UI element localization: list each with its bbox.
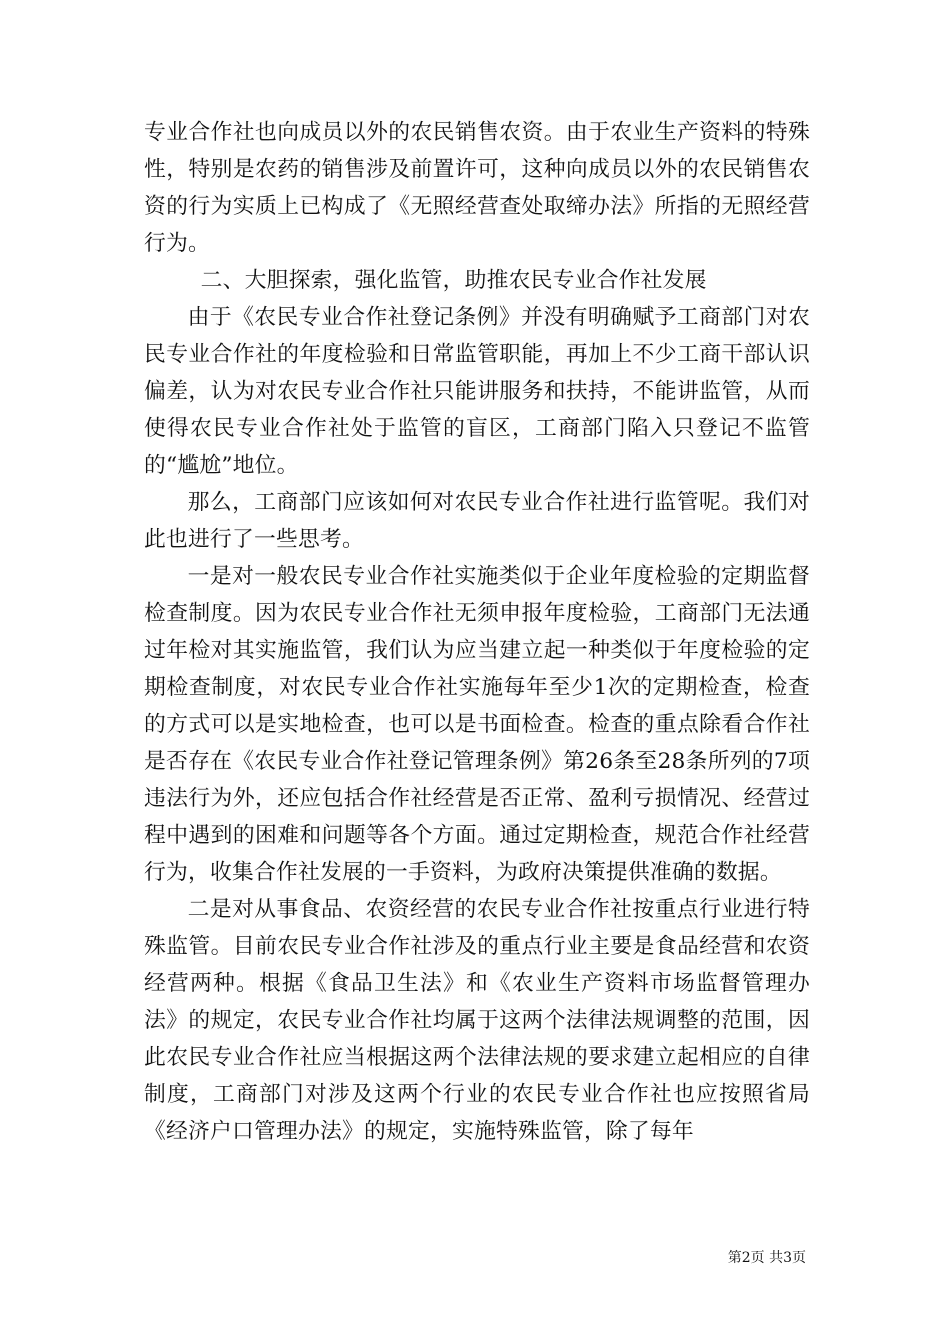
footer-total-pages: 3 — [783, 1250, 792, 1266]
paragraph-6: 二是对从事食品、农资经营的农民专业合作社按重点行业进行特殊监管。目前农民专业合作社涉及的重点行业主要是食品经营和农资经营两种。根据《食品卫生法》和《农业生产资料市场监督管理办法》的规定，农民专业合作社均属于这两个法律法规调整的范围，因此农民专业合作社应当根据这两个法律法规的要求建立起相应的自律制度，工商部门对涉及这两个行业的农民专业合作社也应按照省局《经济户口管理办法》的规定，实施特殊监管，除了每年 — [144, 897, 810, 1144]
document-body — [144, 114, 810, 1150]
footer-prefix: 第 — [727, 1250, 742, 1266]
paragraph-4: 那么，工商部门应该如何对农民专业合作社进行监管呢。我们对此也进行了一些思考。 — [144, 490, 810, 552]
paragraph-5: 一是对一般农民专业合作社实施类似于企业年度检验的定期监督检查制度。因为农民专业合作社无须申报年度检验，工商部门无法通过年检对其实施监管，我们认为应当建立起一种类似于年度检验的定期检查制度，对农民专业合作社实施每年至少1次的定期检查，检查的方式可以是实地检查，也可以是书面检查。检查的重点除看合作社是否存在《农民专业合作社登记管理条例》第26条至28条所列的7项违法行为外，还应包括合作社经营是否正常、盈利亏损情况、经营过程中遇到的困难和问题等各个方面。通过定期检查，规范合作社经营行为，收集合作社发展的一手资料，为政府决策提供准确的数据。 — [144, 564, 810, 885]
page-footer — [728, 1248, 806, 1268]
paragraph-1: 专业合作社也向成员以外的农民销售农资。由于农业生产资料的特殊性，特别是农药的销售涉及前置许可，这种向成员以外的农民销售农资的行为实质上已构成了《无照经营查处取缔办法》所指的无照经营行为。 — [144, 120, 810, 256]
footer-current-page: 2 — [741, 1250, 751, 1266]
paragraph-3: 由于《农民专业合作社登记条例》并没有明确赋予工商部门对农民专业合作社的年度检验和日常监管职能，再加上不少工商干部认识偏差，认为对农民专业合作社只能讲服务和扶持，不能讲监管，从而使得农民专业合作社处于监管的盲区，工商部门陷入只登记不监管的“尴尬”地位。 — [144, 305, 810, 478]
section-heading: 二、大胆探索，强化监管，助推农民专业合作社发展 — [200, 268, 707, 293]
footer-suffix: 页 — [792, 1250, 806, 1266]
footer-middle: 页 共 — [750, 1250, 784, 1266]
